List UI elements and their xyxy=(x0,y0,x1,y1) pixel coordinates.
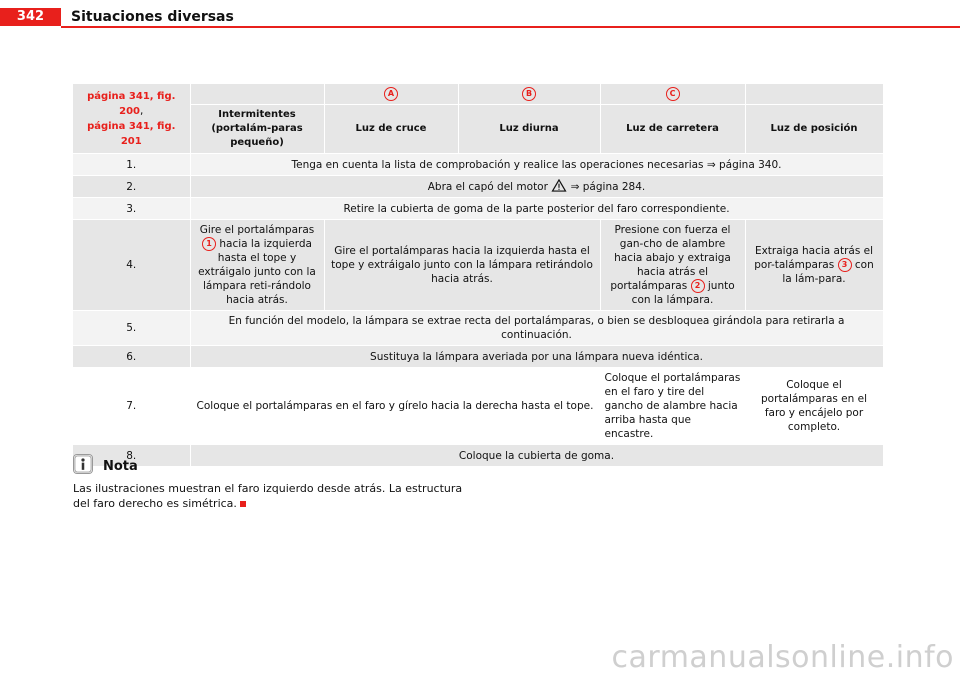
col-header-luz-carretera: Luz de carretera xyxy=(600,105,745,154)
step-cell xyxy=(745,220,883,311)
col-header-intermitentes: Intermitentes (portalám-paras pequeño) xyxy=(190,105,324,154)
part-marker: 2 xyxy=(691,279,705,293)
step-cell: Coloque el portalámparas en el faro y gírelo hacia la derecha hasta el tope. xyxy=(190,368,600,445)
col-header-luz-diurna: Luz diurna xyxy=(458,105,600,154)
page-title: Situaciones diversas xyxy=(71,9,234,25)
step-number: 8. xyxy=(73,445,190,467)
warning-triangle-icon xyxy=(551,179,567,192)
table-row xyxy=(73,311,883,346)
step-text: Retire la cubierta de goma de la parte posterior del faro correspondiente. xyxy=(190,198,883,220)
column-marker-a: A xyxy=(384,87,398,101)
step-number: 6. xyxy=(73,346,190,368)
step-text xyxy=(190,176,883,198)
step-text: En función del modelo, la lámpara se extrae recta del portalámparas, o bien se desbloquea girándola para retirarla a continuación. xyxy=(190,311,883,346)
end-of-section-mark xyxy=(240,501,246,507)
step-number: 2. xyxy=(73,176,190,198)
note-body: Las ilustraciones muestran el faro izquierdo desde atrás. La estructura del faro derecho es simétrica. xyxy=(73,482,463,510)
step-text-part: Extraiga hacia atrás el por-talámparas xyxy=(754,245,874,271)
step-text: Tenga en cuenta la lista de comprobación y realice las operaciones necesarias ⇒ página 340. xyxy=(190,154,883,176)
header-divider xyxy=(61,26,960,28)
table-row xyxy=(73,154,883,176)
step-number: 3. xyxy=(73,198,190,220)
column-marker-b: B xyxy=(522,87,536,101)
table-row xyxy=(73,368,883,445)
step-text-part: con la lám-para. xyxy=(782,259,874,285)
step-number: 1. xyxy=(73,154,190,176)
part-marker: 1 xyxy=(202,237,216,251)
step-text-part: Presione con fuerza el gan-cho de alambre hacia abajo y extraiga hacia atrás el portalámparas xyxy=(610,224,731,292)
table-row xyxy=(73,220,883,311)
table-marker-row xyxy=(73,84,883,105)
step-text-part: Abra el capó del motor xyxy=(427,181,548,193)
table-row xyxy=(73,346,883,368)
table-header-row xyxy=(73,105,883,154)
step-text-part: Gire el portalámparas xyxy=(199,224,315,236)
step-cell: Coloque el portalámparas en el faro y encájelo por completo. xyxy=(745,368,883,445)
page-number: 342 xyxy=(0,8,61,26)
step-cell: Gire el portalámparas hacia la izquierda hasta el tope y extráigalo junto con la lámpara retirándolo hacia atrás. xyxy=(324,220,600,311)
table-row xyxy=(73,176,883,198)
part-marker: 3 xyxy=(838,258,852,272)
step-number: 5. xyxy=(73,311,190,346)
step-text: Sustituya la lámpara averiada por una lámpara nueva idéntica. xyxy=(190,346,883,368)
step-number: 4. xyxy=(73,220,190,311)
col-header-luz-cruce: Luz de cruce xyxy=(324,105,458,154)
figure-ref-link[interactable]: página 341, fig. 200 xyxy=(87,90,176,117)
col-header-luz-posicion: Luz de posición xyxy=(745,105,883,154)
step-text: Coloque la cubierta de goma. xyxy=(190,445,883,467)
step-cell xyxy=(600,220,745,311)
watermark: carmanualsonline.info xyxy=(611,640,954,675)
step-text-part: junto con la lámpara. xyxy=(631,280,735,306)
page-header xyxy=(0,0,960,29)
figure-ref-link[interactable]: página 341, fig. 201 xyxy=(87,120,176,147)
bulb-replacement-table xyxy=(73,84,884,467)
empty-marker-cell xyxy=(190,84,324,105)
step-text-part: hacia la izquierda hasta el tope y extráigalo junto con la lámpara reti-rándolo hacia atrás. xyxy=(198,238,316,306)
step-cell xyxy=(190,220,324,311)
ref-comma: , xyxy=(140,104,144,117)
info-icon xyxy=(73,454,93,474)
column-marker-c: C xyxy=(666,87,680,101)
step-number: 7. xyxy=(73,368,190,445)
step-text-part: ⇒ página 284. xyxy=(570,181,646,193)
note-text xyxy=(73,481,473,511)
step-cell: Coloque el portalámparas en el faro y tire del gancho de alambre hacia arriba hasta que encastre. xyxy=(600,368,745,445)
empty-marker-cell xyxy=(745,84,883,105)
figure-references xyxy=(73,84,190,154)
table-row xyxy=(73,198,883,220)
table-row xyxy=(73,445,883,467)
note-title: Nota xyxy=(103,459,138,474)
